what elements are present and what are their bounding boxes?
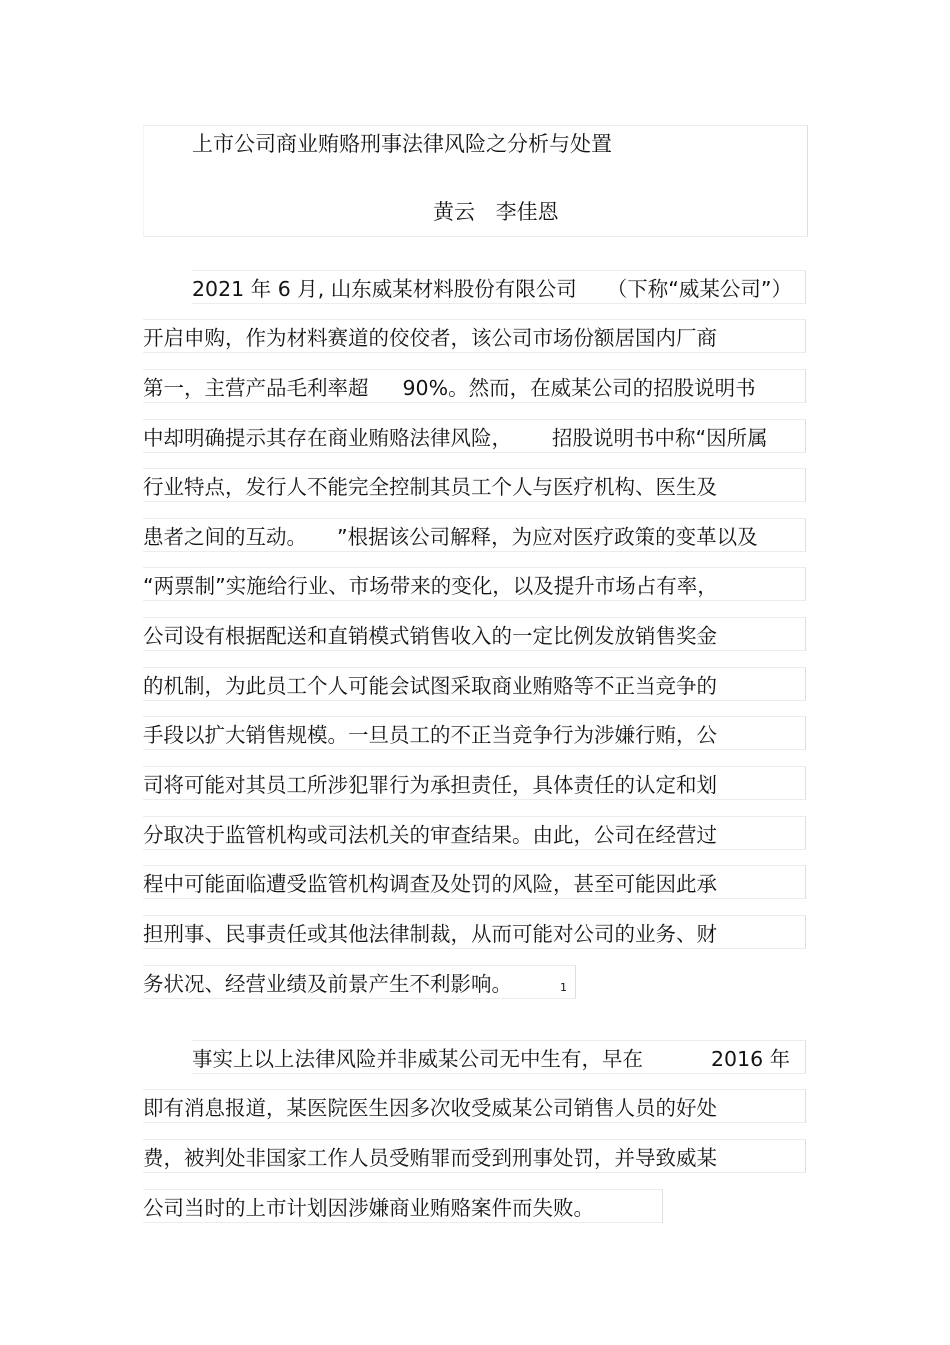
text-segment: 担刑事、民事责任或其他法律制裁，从而可能对公司的业务、财 [143, 922, 717, 946]
paragraph-1-line-13 [143, 865, 806, 899]
paragraph-1-line-10 [143, 716, 806, 750]
text-segment: 第一，主营产品毛利率超 [143, 376, 369, 400]
paragraph-1-line-1 [192, 270, 806, 304]
text-segment: 程中可能面临遭受监管机构调查及处罚的风险，甚至可能因此承 [143, 872, 717, 896]
paragraph-1-line-12 [143, 816, 806, 850]
paragraph-2-line-2 [143, 1089, 806, 1123]
paragraph-1-line-7 [143, 567, 806, 601]
paragraph-1-line-15 [143, 965, 576, 999]
paragraph-2-line-4 [143, 1189, 663, 1223]
text-segment: 招股说明书中称“因所属 [552, 426, 768, 450]
text-segment: 费，被判处非国家工作人员受贿罪而受到刑事处罚，并导致威某 [143, 1146, 717, 1170]
text-segment: 90%。然而，在威某公司的招股说明书 [402, 376, 756, 400]
paragraph-1-line-4 [143, 419, 806, 453]
text-segment: 务状况、经营业绩及前景产生不利影响。 [143, 972, 512, 996]
paragraph-2-line-3 [143, 1139, 806, 1173]
text-segment: 2021 年 6 月, 山东威某材料股份有限公司 [192, 277, 577, 301]
paragraph-1-line-14 [143, 915, 806, 949]
text-segment: 分取决于监管机构或司法机关的审查结果。由此，公司在经营过 [143, 823, 717, 847]
text-segment: 公司当时的上市计划因涉嫌商业贿赂案件而失败。 [143, 1196, 594, 1220]
paragraph-1-line-11 [143, 766, 806, 800]
footnote-marker: 1 [560, 981, 567, 994]
paragraph-1-line-8 [143, 617, 806, 651]
text-segment: 开启申购，作为材料赛道的佼佼者，该公司市场份额居国内厂商 [143, 326, 717, 350]
text-segment: 患者之间的互动。 [143, 525, 307, 549]
text-segment: 的机制，为此员工个人可能会试图采取商业贿赂等不正当竞争的 [143, 674, 717, 698]
text-segment: 2016 年 [711, 1047, 791, 1071]
document-title: 上市公司商业贿赂刑事法律风险之分析与处置 [192, 132, 612, 156]
text-segment: 司将可能对其员工所涉犯罪行为承担责任，具体责任的认定和划 [143, 773, 717, 797]
text-segment: 公司设有根据配送和直销模式销售收入的一定比例发放销售奖金 [143, 624, 717, 648]
paragraph-1-line-2 [143, 319, 806, 353]
text-segment: 中却明确提示其存在商业贿赂法律风险， [143, 426, 512, 450]
authors: 黄云 李佳恩 [433, 200, 559, 224]
text-segment: 事实上以上法律风险并非威某公司无中生有，早在 [192, 1047, 643, 1071]
paragraph-1-line-9 [143, 667, 806, 701]
text-segment: “两票制”实施给行业、市场带来的变化，以及提升市场占有率， [143, 574, 718, 598]
paragraph-1-line-6 [143, 518, 806, 552]
text-segment: 手段以扩大销售规模。一旦员工的不正当竞争行为涉嫌行贿，公 [143, 723, 717, 747]
paragraph-1-line-3 [143, 369, 806, 403]
text-segment: 即有消息报道，某医院医生因多次收受威某公司销售人员的好处 [143, 1096, 717, 1120]
paragraph-2-line-1 [192, 1040, 806, 1074]
text-segment: 行业特点，发行人不能完全控制其员工个人与医疗机构、医生及 [143, 475, 717, 499]
paragraph-1-line-5 [143, 468, 806, 502]
text-segment: （下称“威某公司”） [606, 277, 793, 301]
text-segment: ”根据该公司解释，为应对医疗政策的变革以及 [337, 525, 758, 549]
